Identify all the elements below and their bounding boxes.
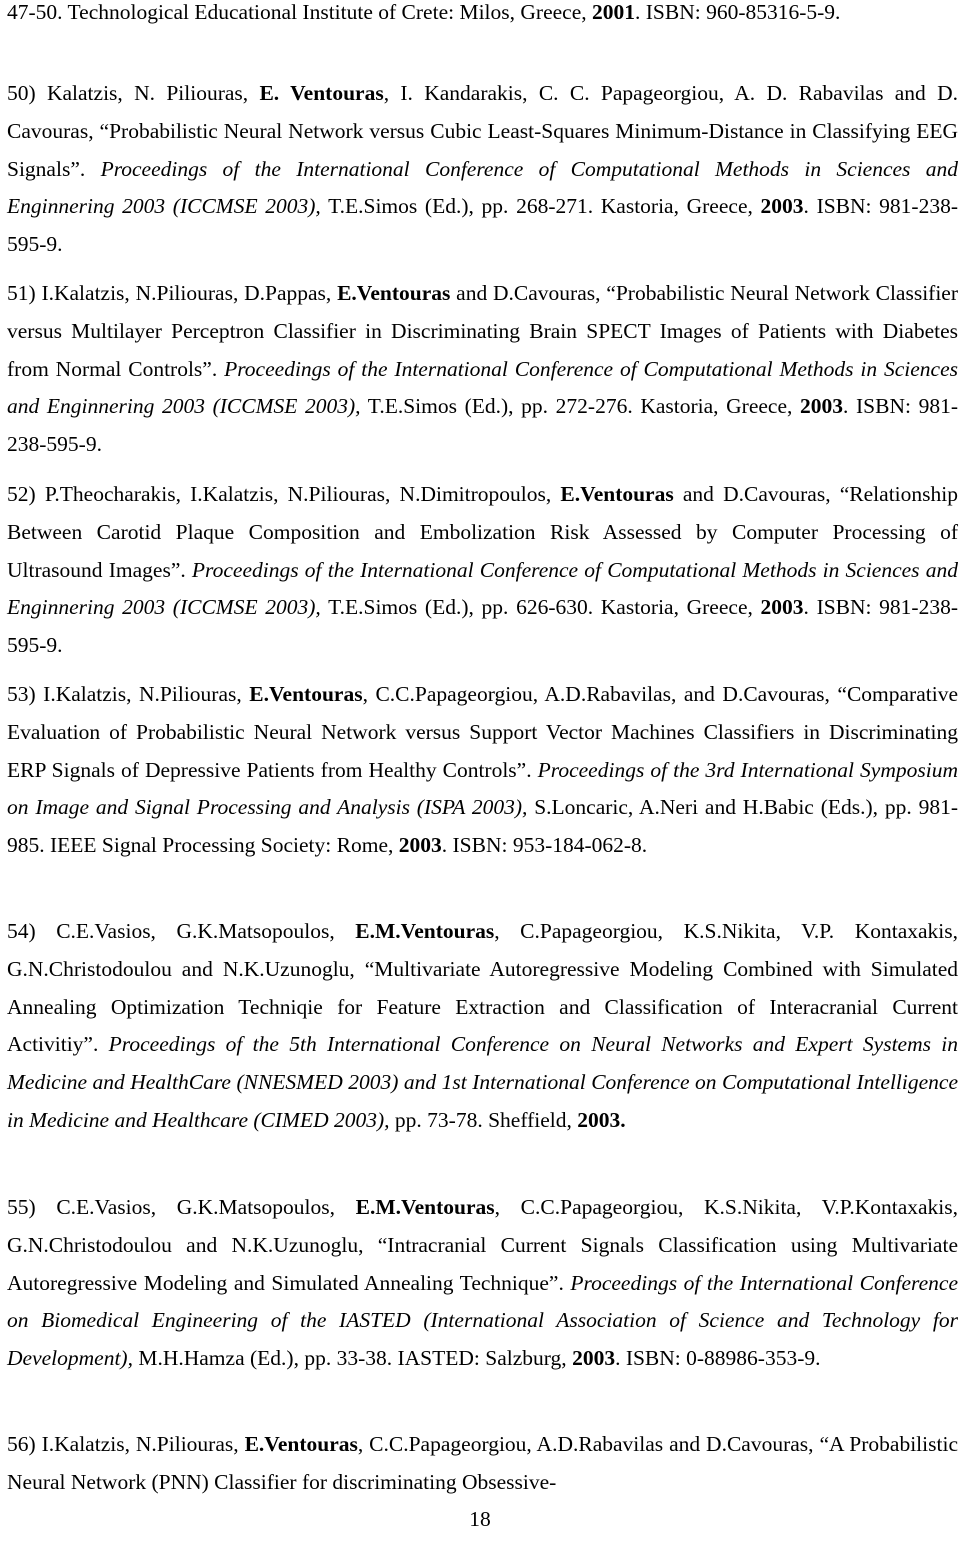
reference-text-run: and D.Cavouras, “Relationship Between Carotid Plaque Composition and Embolization Risk Assessed by Computer Processing of Ultrasound Images”.: [7, 482, 958, 582]
reference-54: [7, 913, 958, 1140]
reference-text-run: E.Ventouras: [244, 1432, 358, 1456]
reference-text-run: 54) C.E.Vasios, G.K.Matsopoulos,: [7, 919, 356, 943]
reference-continuation: [7, 0, 958, 32]
reference-text-run: , I. Kandarakis, C. C. Papageorgiou, A. D. Rabavilas and D. Cavouras, “Probabilistic Neural Network versus Cubic Least-Squares Minimum-Distance in Classifying EEG Signals”.: [7, 81, 959, 181]
reference-56: [7, 1426, 958, 1502]
reference-text-run: 50) Kalatzis, N. Piliouras,: [7, 81, 260, 105]
reference-52: [7, 476, 958, 665]
reference-55: [7, 1189, 958, 1378]
reference-text-run: 2003: [760, 595, 804, 620]
reference-text-run: 2001: [592, 0, 635, 24]
reference-text-run: E.Ventouras: [249, 682, 363, 706]
reference-text-run: 2003.: [577, 1107, 626, 1132]
reference-text-run: E.Ventouras: [560, 482, 674, 506]
reference-text-run: E. Ventouras: [259, 81, 384, 105]
reference-text-run: T.E.Simos (Ed.), pp. 268-271. Kastoria, Greece,: [320, 194, 761, 219]
reference-text-run: E.M.Ventouras: [355, 1195, 495, 1219]
reference-text-run: Proceedings of the 3rd International Symposium on Image and Signal Processing and Analysis (ISPA 2003),: [7, 757, 958, 820]
reference-text-run: 52) P.Theocharakis, I.Kalatzis, N.Piliouras, N.Dimitropoulos,: [7, 482, 561, 506]
reference-text-run: , C.Papageorgiou, K.S.Nikita, V.P. Kontaxakis, G.N.Christodoulou and N.K.Uzunoglu, “Multivariate Autoregressive Modeling Combined with Simulated Annealing Optimization Techniqie for Feature Extraction and Classification of Interacranial Current Activitiy”.: [7, 919, 958, 1057]
reference-text-run: S.Loncaric, A.Neri and H.Babic (Eds.), pp. 981-985. IEEE Signal Processing Society: Rome,: [7, 795, 958, 858]
reference-text-run: Proceedings of the International Conference of Computational Methods in Sciences and Enginnering 2003 (ICCMSE 2003),: [7, 156, 958, 219]
page-number: 18: [469, 1507, 491, 1531]
reference-text-run: Proceedings of the International Conference of Computational Methods in Sciences and Enginnering 2003 (ICCMSE 2003),: [7, 356, 958, 419]
reference-text-run: , C.C.Papageorgiou, A.D.Rabavilas, and D.Cavouras, “Comparative Evaluation of Probabilistic Neural Network versus Support Vector Machines Classifiers in Discriminating ERP Signals of Depressive Patients from Healthy Controls”.: [7, 682, 958, 782]
reference-text-run: . ISBN: 960-85316-5-9.: [635, 0, 841, 24]
reference-text-run: . ISBN: 981-238-595-9.: [7, 394, 958, 457]
reference-text-run: , C.C.Papageorgiou, K.S.Nikita, V.P.Kontaxakis, G.N.Christodoulou and N.K.Uzunoglu, “Intracranial Current Signals Classification using Multivariate Autoregressive Modeling and Simulated Annealing Technique”.: [7, 1195, 958, 1295]
reference-51: [7, 275, 958, 464]
reference-text-run: 2003: [760, 194, 804, 219]
reference-text-run: E.M.Ventouras: [355, 919, 495, 943]
reference-text-run: Proceedings of the International Conference of Computational Methods in Sciences and Enginnering 2003 (ICCMSE 2003),: [7, 557, 958, 620]
reference-text-run: , C.C.Papageorgiou, A.D.Rabavilas and D.Cavouras, “A Probabilistic Neural Network (PNN) Classifier for discriminating Obsessive-: [7, 1432, 958, 1494]
reference-text-run: 51) I.Kalatzis, N.Piliouras, D.Pappas,: [7, 281, 338, 305]
reference-text-run: . ISBN: 981-238-595-9.: [7, 194, 959, 257]
reference-text-run: 56) I.Kalatzis, N.Piliouras,: [7, 1432, 245, 1456]
reference-text-run: Proceedings of the 5th International Conference on Neural Networks and Expert Systems in Medicine and HealthCare (NNESMED 2003) and 1st International Conference on Computational Intelligence in Medicine and Healthcare (CIMED 2003),: [7, 1032, 959, 1132]
reference-text-run: E.Ventouras: [337, 281, 451, 305]
reference-text-run: pp. 73-78. Sheffield,: [389, 1107, 578, 1132]
reference-53: [7, 676, 958, 865]
reference-text-run: . ISBN: 953-184-062-8.: [441, 833, 648, 858]
reference-50: [7, 75, 958, 264]
reference-text-run: . ISBN: 0-88986-353-9.: [615, 1346, 821, 1371]
reference-text-run: 2003: [572, 1346, 616, 1371]
reference-text-run: 53) I.Kalatzis, N.Piliouras,: [7, 682, 250, 706]
reference-text-run: . ISBN: 981-238-595-9.: [7, 595, 959, 658]
reference-text-run: and D.Cavouras, “Probabilistic Neural Network Classifier versus Multilayer Perceptron Classifier in Discriminating Brain SPECT Images of Patients with Diabetes from Normal Controls”.: [7, 281, 959, 381]
reference-text-run: M.H.Hamza (Ed.), pp. 33-38. IASTED: Salzburg,: [132, 1346, 573, 1371]
reference-text-run: T.E.Simos (Ed.), pp. 626-630. Kastoria, Greece,: [320, 595, 761, 620]
reference-text-run: T.E.Simos (Ed.), pp. 272-276. Kastoria, Greece,: [360, 394, 801, 419]
reference-text-run: Proceedings of the International Conference on Biomedical Engineering of the IASTED (International Association of Science and Technology for Development),: [7, 1270, 958, 1371]
reference-text-run: 2003: [398, 833, 442, 858]
reference-text-run: 47-50. Technological Educational Institute of Crete: Milos, Greece,: [7, 0, 592, 24]
reference-text-run: 55) C.E.Vasios, G.K.Matsopoulos,: [7, 1195, 356, 1219]
reference-text-run: 2003: [800, 394, 844, 419]
